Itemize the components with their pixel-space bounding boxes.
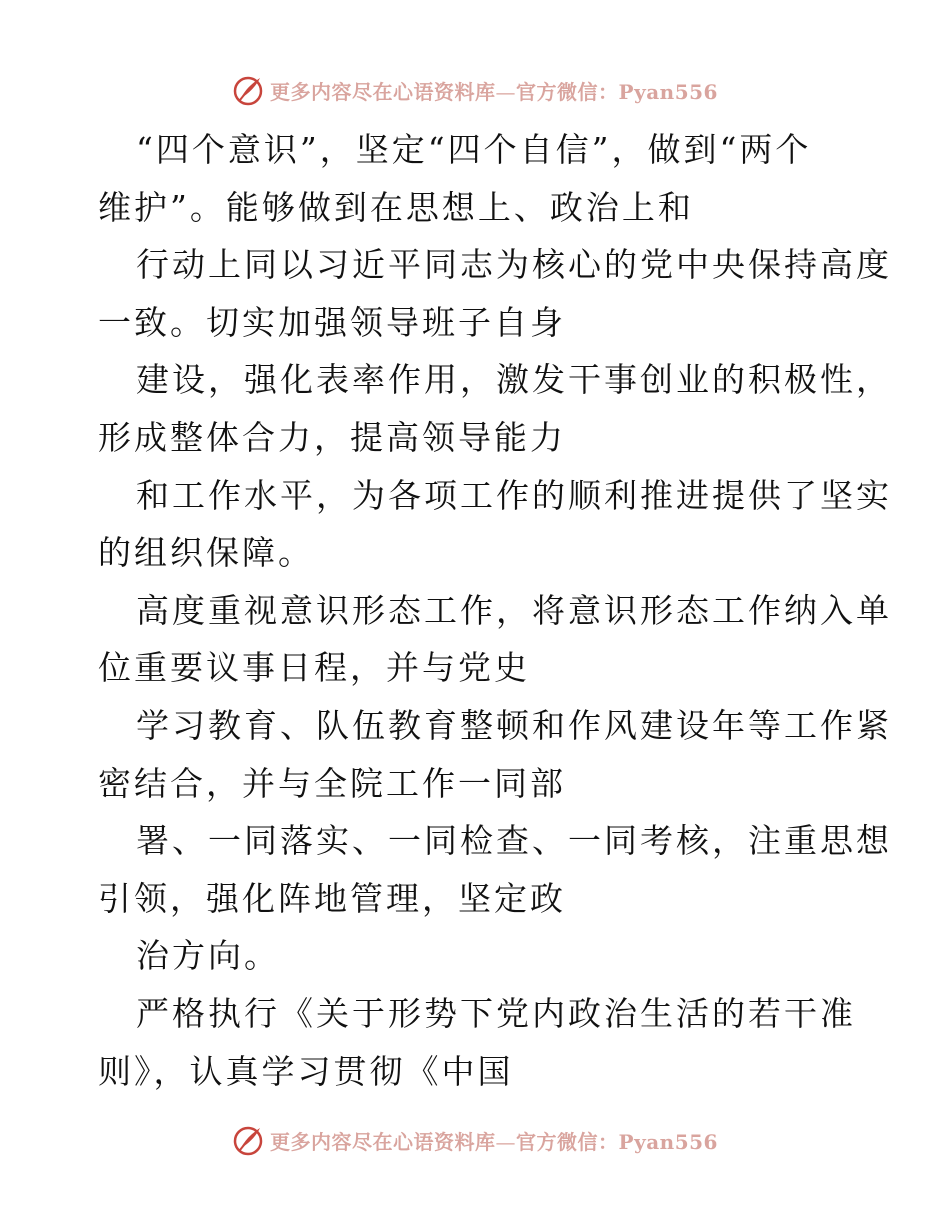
- watermark-text: 更多内容尽在心语资料库—官方微信：Pyan556: [270, 79, 718, 104]
- text-line: 严格执行《关于形势下党内政治生活的若干准: [136, 993, 856, 1033]
- watermark-text: 更多内容尽在心语资料库—官方微信：Pyan556: [270, 1129, 718, 1154]
- text-line: 署、一同落实、一同检查、一同考核，注重思想: [136, 821, 892, 861]
- text-line: 学习教育、队伍教育整顿和作风建设年等工作紧: [136, 705, 892, 745]
- text-line: 行动上同以习近平同志为核心的党中央保持高度: [136, 245, 892, 285]
- watermark-header: [0, 70, 950, 110]
- text-line: 一致。切实加强领导班子自身: [98, 302, 566, 342]
- text-line: 形成整体合力，提高领导能力: [98, 417, 566, 457]
- text-line: 治方向。: [136, 936, 280, 976]
- text-line: 则》，认真学习贯彻《中国: [98, 1051, 514, 1091]
- text-line: 引领，强化阵地管理，坚定政: [98, 878, 566, 918]
- watermark-footer: [0, 1120, 950, 1160]
- feather-pen-logo-icon: [232, 74, 264, 106]
- document-body: [98, 121, 892, 1100]
- feather-pen-logo-icon: [232, 1124, 264, 1156]
- text-line: “四个意识”，坚定“四个自信”，做到“两个: [136, 130, 812, 169]
- text-line: 高度重视意识形态工作，将意识形态工作纳入单: [136, 590, 892, 630]
- text-line: 和工作水平，为各项工作的顺利推进提供了坚实: [136, 475, 892, 515]
- text-line: 的组织保障。: [98, 533, 314, 573]
- text-line: 位重要议事日程，并与党史: [98, 648, 530, 688]
- text-line: 密结合，并与全院工作一同部: [98, 763, 566, 803]
- text-line: 建设，强化表率作用，激发干事创业的积极性，: [136, 360, 892, 400]
- text-line: 维护”。能够做到在思想上、政治上和: [98, 187, 694, 227]
